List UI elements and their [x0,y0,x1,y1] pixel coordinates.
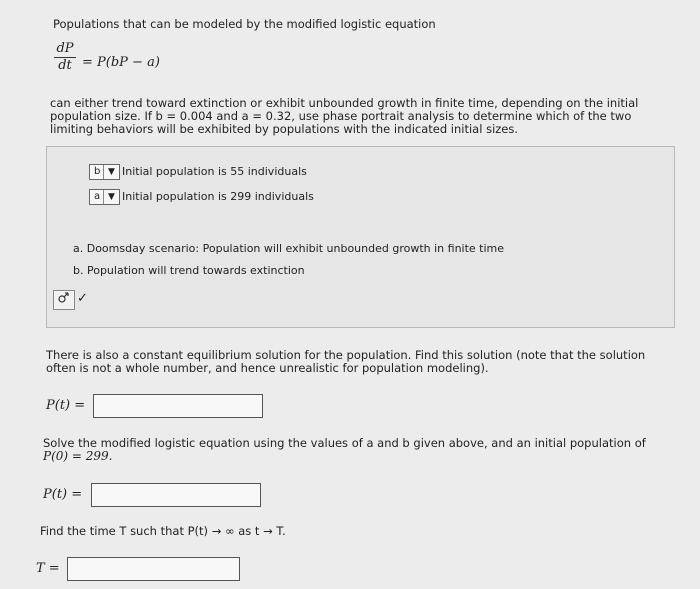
equation-rhs: = P(bP − a) [82,55,160,70]
q1-text-line1: There is also a constant equilibrium solution for the population. Find this solution (note that the solution [46,348,646,362]
match-option-b: b. Population will trend towards extinction [73,264,305,277]
intro-paragraph-line3: limiting behaviors will be exhibited by populations with the indicated initial sizes. [50,122,519,136]
q2-text-line1: Solve the modified logistic equation using the values of a and b given above, and an initial population of [43,436,646,450]
correct-check-icon: ✓ [77,291,88,306]
blowup-time-input[interactable] [67,557,240,581]
q2-text-line2: P(0) = 299. [43,449,113,463]
derivative-fraction [54,42,76,73]
fraction-denominator: dt [58,58,72,73]
matching-panel [46,146,675,328]
matching-tool-button[interactable] [53,290,75,310]
link-icon [58,291,70,303]
chevron-down-icon: ▼ [103,165,119,179]
q1-text-line2: often is not a whole number, and hence unrealistic for population modeling). [46,361,489,375]
q3-text: Find the time T such that P(t) → ∞ as t → T. [40,524,286,538]
match-select-2[interactable] [89,189,120,205]
match-row-1-label: Initial population is 55 individuals [122,165,307,178]
equilibrium-answer-input[interactable] [93,394,263,418]
match-row-2-label: Initial population is 299 individuals [122,190,314,203]
match-select-2-value: a [94,191,101,202]
match-option-a: a. Doomsday scenario: Population will exhibit unbounded growth in finite time [73,242,505,255]
intro-paragraph-line2: population size. If b = 0.004 and a = 0.32, use phase portrait analysis to determine which of the two [50,109,632,123]
intro-paragraph-line1: can either trend toward extinction or exhibit unbounded growth in finite time, depending on the initial [50,96,639,110]
q2-label: P(t) = [43,487,83,502]
q3-label: T = [36,561,60,576]
match-select-1[interactable] [89,164,120,180]
intro-heading: Populations that can be modeled by the modified logistic equation [53,17,436,31]
fraction-numerator: dP [56,41,74,56]
solution-answer-input[interactable] [91,483,261,507]
chevron-down-icon: ▼ [103,190,119,204]
q1-label: P(t) = [46,398,86,413]
match-select-1-value: b [94,166,101,177]
